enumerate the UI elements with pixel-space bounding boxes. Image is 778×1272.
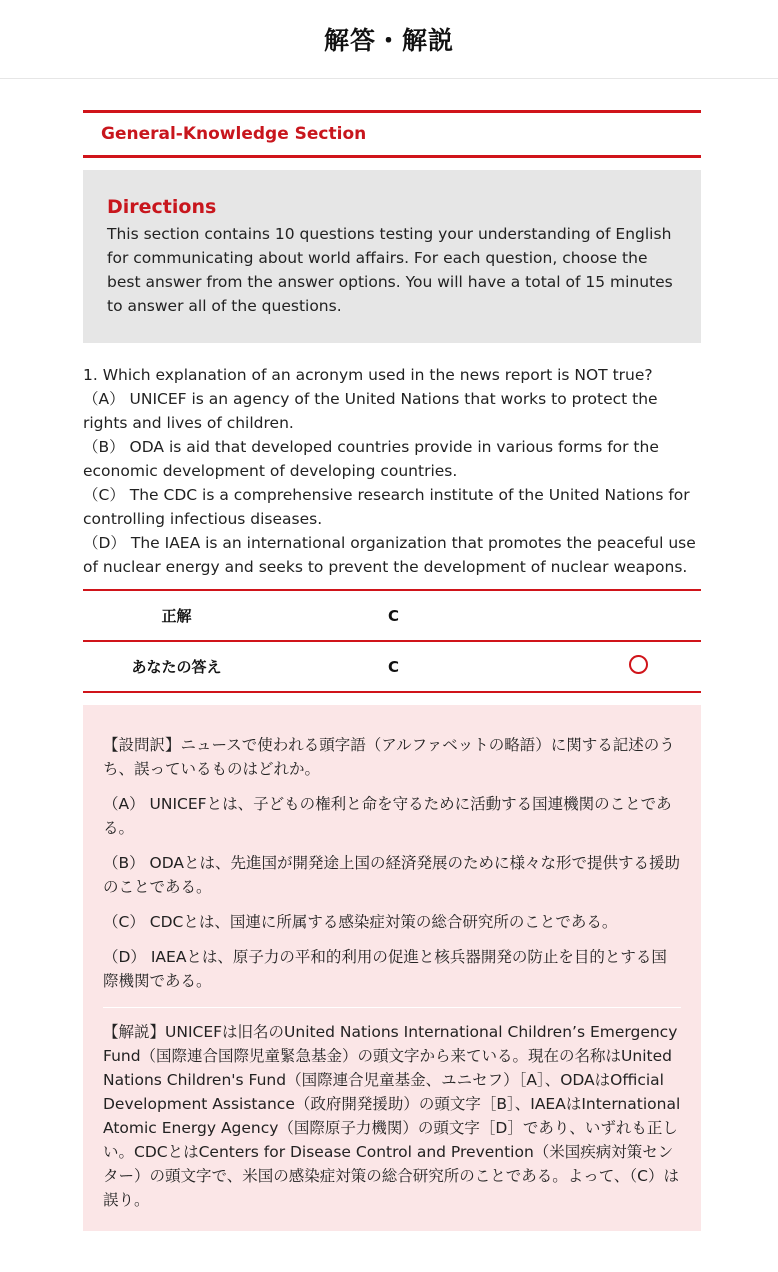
question-option-c: （C） The CDC is a comprehensive research institute of the United Nations for controlling infectious diseases.: [83, 486, 690, 528]
question-text: 1. Which explanation of an acronym used in the news report is NOT true?: [83, 366, 653, 384]
question-block: [83, 363, 701, 579]
section-title: General-Knowledge Section: [83, 110, 701, 158]
explanation-option-c: （C） CDCとは、国連に所属する感染症対策の総合研究所のことである。: [103, 913, 618, 931]
question-option-d: （D） The IAEA is an international organization that promotes the peaceful use of nuclear energy and seeks to prevent the development of nuclear weapons.: [83, 534, 696, 576]
answer-table: [83, 589, 701, 693]
explanation-commentary: 【解説】UNICEFは旧名のUnited Nations International Children’s Emergency Fund（国際連合国際児童緊急基金）の頭文字から来ている。現在の名称はUnited Nations Children's Fund（国際連合児童基金、ユニセフ）［A］、ODAはOfficial Development Assistance（政府開発援助）の頭文字［B］、IAEAはInternational Atomic Energy Agency（国際原子力機関）の頭文字［D］であり、いずれも正しい。CDCとはCenters for Disease Control and Prevention（米国疾病対策センター）の頭文字で、米国の感染症対策の総合研究所のことである。よって、（C）は誤り。: [103, 1023, 681, 1209]
your-answer-value: C: [270, 641, 599, 692]
correct-answer-label: 正解: [83, 590, 270, 641]
explanation-translation: 【設問訳】ニュースで使われる頭字語（アルファベットの略語）に関する記述のうち、誤っているものはどれか。: [103, 736, 675, 778]
correct-answer-value: C: [270, 590, 599, 641]
explanation-option-a: （A） UNICEFとは、子どもの権利と命を守るために活動する国連機関のことである。: [103, 795, 672, 837]
correct-circle-icon: [629, 655, 648, 674]
explanation-option-b: （B） ODAとは、先進国が開発途上国の経済発展のために様々な形で提供する援助のことである。: [103, 854, 681, 896]
correct-answer-row: [83, 590, 701, 641]
directions-title: Directions: [107, 196, 217, 218]
question-option-a: （A） UNICEF is an agency of the United Nations that works to protect the rights and lives of children.: [83, 390, 658, 432]
your-answer-label: あなたの答え: [83, 641, 270, 692]
page-title: 解答・解説: [323, 26, 454, 55]
directions-body: This section contains 10 questions testing your understanding of English for communicating about world affairs. For each question, choose the best answer from the answer options. You will have a total of 15 minutes to answer all of the questions.: [107, 225, 673, 315]
page-header: [0, 0, 778, 79]
your-answer-row: [83, 641, 701, 692]
directions-box: [83, 170, 701, 343]
explanation-option-d: （D） IAEAとは、原子力の平和的利用の促進と核兵器開発の防止を目的とする国際機関である。: [103, 948, 667, 990]
question-option-b: （B） ODA is aid that developed countries provide in various forms for the economic development of developing countries.: [83, 438, 659, 480]
main-content: [83, 110, 701, 1231]
explanation-divider: [103, 1007, 681, 1008]
explanation-box: [83, 705, 701, 1231]
